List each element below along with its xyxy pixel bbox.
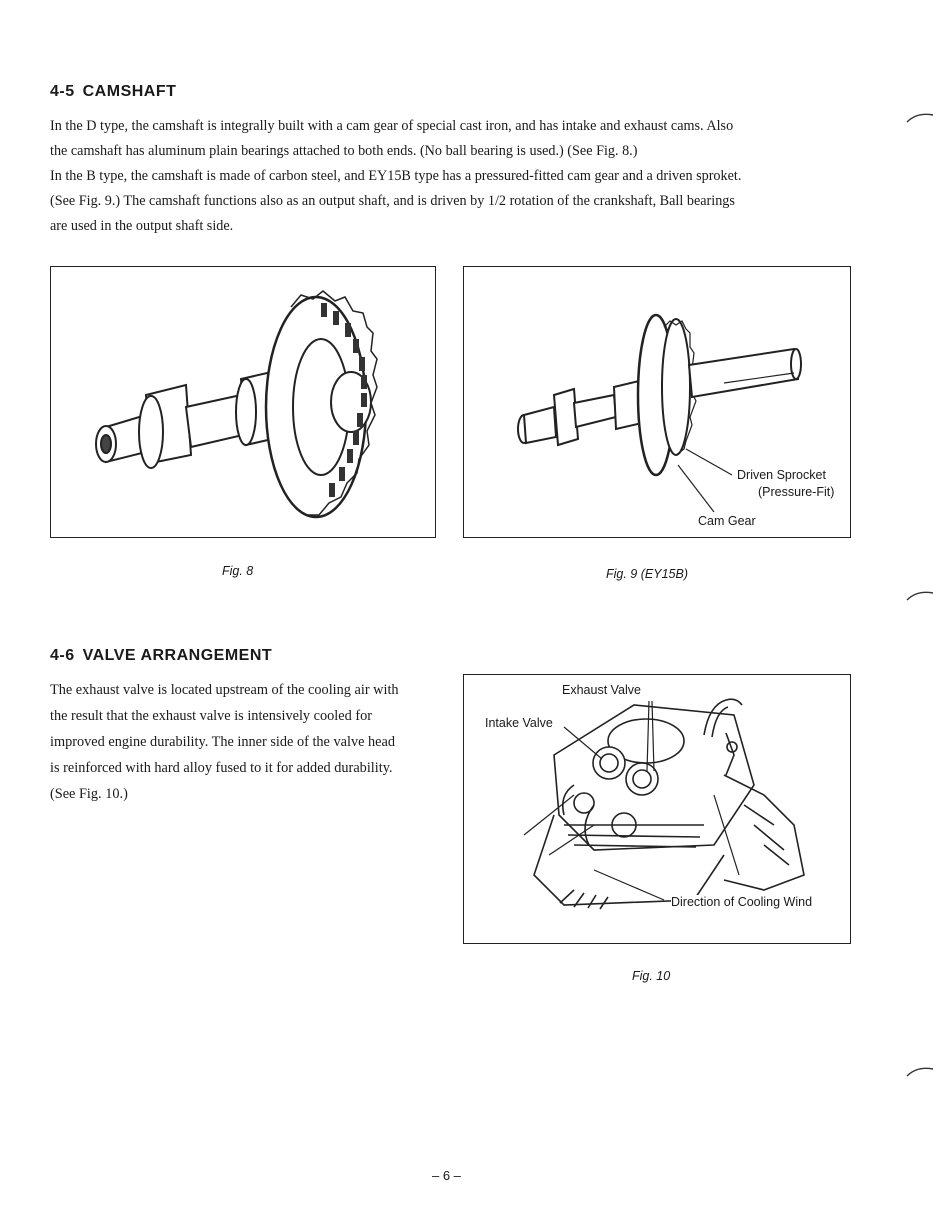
margin-mark bbox=[905, 590, 935, 602]
section-heading-valve-arrangement bbox=[50, 647, 272, 665]
valve-arrangement-paragraph bbox=[50, 677, 399, 807]
section-heading-camshaft bbox=[50, 83, 176, 101]
paragraph-line: are used in the output shaft side. bbox=[50, 218, 234, 234]
driven-sprocket-label: Driven Sprocket bbox=[737, 468, 826, 482]
section-number: 4-6 bbox=[50, 647, 75, 664]
figure-8-camshaft bbox=[50, 266, 436, 538]
page-number: – 6 – bbox=[432, 1168, 461, 1183]
paragraph-line: (See Fig. 10.) bbox=[50, 786, 128, 802]
figure-10-caption: Fig. 10 bbox=[632, 969, 671, 983]
figure-8-caption: Fig. 8 bbox=[222, 564, 254, 578]
figure-10-valve-arrangement bbox=[463, 674, 851, 944]
exhaust-valve-label: Exhaust Valve bbox=[562, 683, 641, 697]
section-title: VALVE ARRANGEMENT bbox=[82, 647, 273, 664]
section-number: 4-5 bbox=[50, 83, 75, 100]
paragraph-line: In the D type, the camshaft is integrally built with a cam gear of special cast iron, and has intake and exhaust cams. Also bbox=[50, 118, 734, 134]
paragraph-line: the result that the exhaust valve is intensively cooled for bbox=[50, 708, 372, 724]
paragraph-line: In the B type, the camshaft is made of carbon steel, and EY15B type has a pressured-fitted cam gear and a driven sproket. bbox=[50, 168, 742, 184]
camshaft-paragraph bbox=[50, 114, 741, 239]
camshaft-gear-illustration bbox=[51, 267, 435, 537]
paragraph-line: (See Fig. 9.) The camshaft functions also as an output shaft, and is driven by 1/2 rotation of the crankshaft, Ball bearings bbox=[50, 193, 735, 209]
paragraph-line: is reinforced with hard alloy fused to it for added durability. bbox=[50, 760, 393, 776]
margin-mark bbox=[905, 1066, 935, 1078]
figure-9-caption: Fig. 9 (EY15B) bbox=[606, 567, 688, 581]
paragraph-line: the camshaft has aluminum plain bearings attached to both ends. (No ball bearing is used.) (See Fig. 8.) bbox=[50, 143, 638, 159]
cooling-wind-label: Direction of Cooling Wind bbox=[671, 895, 813, 909]
pressure-fit-label: (Pressure-Fit) bbox=[758, 485, 835, 499]
paragraph-line: The exhaust valve is located upstream of the cooling air with bbox=[50, 682, 399, 698]
margin-mark bbox=[905, 112, 935, 124]
figure-9-camshaft-ey15b bbox=[463, 266, 851, 538]
section-title: CAMSHAFT bbox=[82, 83, 177, 100]
intake-valve-label: Intake Valve bbox=[485, 716, 553, 730]
paragraph-line: improved engine durability. The inner side of the valve head bbox=[50, 734, 396, 750]
cam-gear-label: Cam Gear bbox=[698, 514, 756, 528]
